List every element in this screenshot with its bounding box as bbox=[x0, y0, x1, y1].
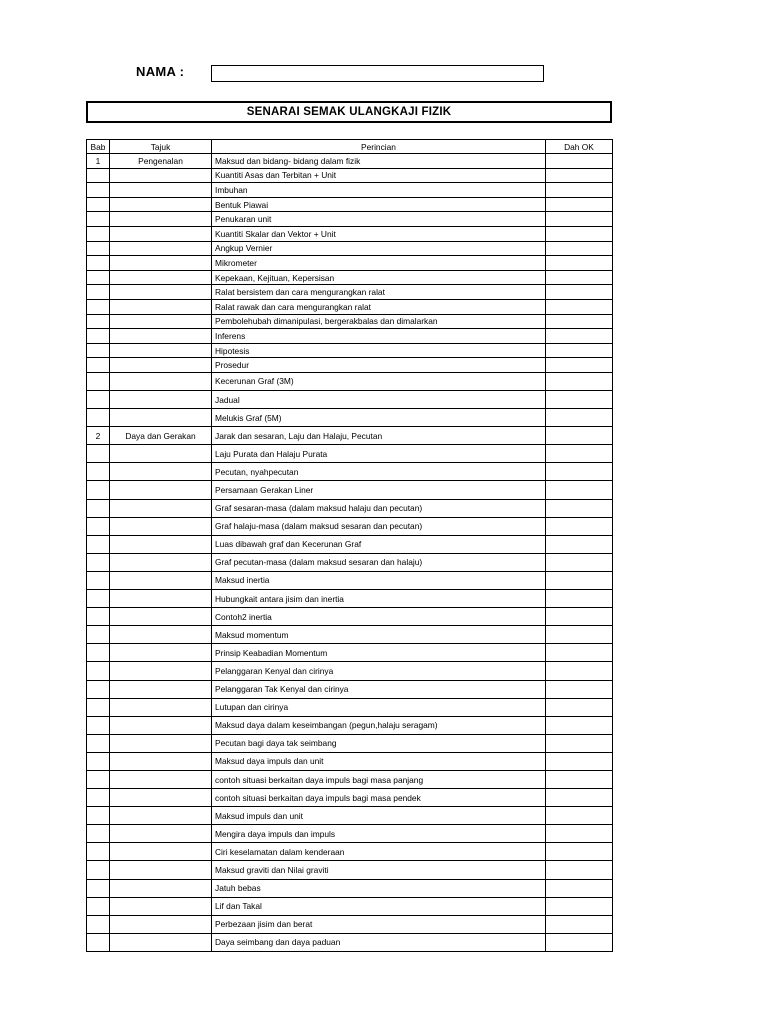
dah-ok-checkbox-cell[interactable] bbox=[546, 770, 613, 788]
tajuk-cell bbox=[110, 241, 212, 256]
dah-ok-checkbox-cell[interactable] bbox=[546, 299, 613, 314]
bab-cell bbox=[87, 644, 110, 662]
table-row bbox=[87, 752, 613, 770]
perincian-cell: Maksud dan bidang- bidang dalam fizik bbox=[212, 154, 546, 169]
perincian-cell: Lif dan Takal bbox=[212, 897, 546, 915]
perincian-cell: Mikrometer bbox=[212, 256, 546, 271]
perincian-cell: Angkup Vernier bbox=[212, 241, 546, 256]
tajuk-cell bbox=[110, 391, 212, 409]
bab-cell bbox=[87, 226, 110, 241]
table-row bbox=[87, 314, 613, 329]
dah-ok-checkbox-cell[interactable] bbox=[546, 358, 613, 373]
tajuk-cell bbox=[110, 734, 212, 752]
perincian-cell: Maksud momentum bbox=[212, 626, 546, 644]
tajuk-cell bbox=[110, 256, 212, 271]
perincian-cell: Pelanggaran Tak Kenyal dan cirinya bbox=[212, 680, 546, 698]
tajuk-cell bbox=[110, 358, 212, 373]
table-row bbox=[87, 897, 613, 915]
tajuk-cell bbox=[110, 329, 212, 344]
bab-cell bbox=[87, 372, 110, 390]
table-row bbox=[87, 343, 613, 358]
perincian-cell: Pelanggaran Kenyal dan cirinya bbox=[212, 662, 546, 680]
bab-cell bbox=[87, 517, 110, 535]
bab-cell bbox=[87, 463, 110, 481]
perincian-cell: Contoh2 inertia bbox=[212, 608, 546, 626]
tajuk-cell bbox=[110, 343, 212, 358]
dah-ok-checkbox-cell[interactable] bbox=[546, 270, 613, 285]
table-row bbox=[87, 409, 613, 427]
dah-ok-checkbox-cell[interactable] bbox=[546, 571, 613, 589]
tajuk-cell bbox=[110, 372, 212, 390]
dah-ok-checkbox-cell[interactable] bbox=[546, 861, 613, 879]
tajuk-cell bbox=[110, 915, 212, 933]
dah-ok-checkbox-cell[interactable] bbox=[546, 734, 613, 752]
table-row bbox=[87, 608, 613, 626]
bab-cell bbox=[87, 807, 110, 825]
tajuk-cell bbox=[110, 212, 212, 227]
perincian-cell: Maksud daya impuls dan unit bbox=[212, 752, 546, 770]
bab-cell bbox=[87, 662, 110, 680]
dah-ok-checkbox-cell[interactable] bbox=[546, 879, 613, 897]
bab-cell bbox=[87, 391, 110, 409]
perincian-cell: Maksud inertia bbox=[212, 571, 546, 589]
perincian-cell: Graf pecutan-masa (dalam maksud sesaran dan halaju) bbox=[212, 553, 546, 571]
tajuk-cell bbox=[110, 680, 212, 698]
tajuk-cell bbox=[110, 716, 212, 734]
bab-cell bbox=[87, 879, 110, 897]
tajuk-cell bbox=[110, 770, 212, 788]
tajuk-cell bbox=[110, 571, 212, 589]
perincian-cell: Maksud impuls dan unit bbox=[212, 807, 546, 825]
tajuk-cell bbox=[110, 481, 212, 499]
bab-cell bbox=[87, 861, 110, 879]
dah-ok-checkbox-cell[interactable] bbox=[546, 590, 613, 608]
dah-ok-checkbox-cell[interactable] bbox=[546, 680, 613, 698]
table-row bbox=[87, 445, 613, 463]
perincian-cell: Pecutan bagi daya tak seimbang bbox=[212, 734, 546, 752]
table-row bbox=[87, 590, 613, 608]
table-row bbox=[87, 807, 613, 825]
bab-cell bbox=[87, 481, 110, 499]
dah-ok-checkbox-cell[interactable] bbox=[546, 662, 613, 680]
table-row bbox=[87, 212, 613, 227]
dah-ok-checkbox-cell[interactable] bbox=[546, 933, 613, 951]
dah-ok-checkbox-cell[interactable] bbox=[546, 807, 613, 825]
table-body bbox=[87, 154, 613, 952]
table-row bbox=[87, 270, 613, 285]
perincian-cell: Hubungkait antara jisim dan inertia bbox=[212, 590, 546, 608]
bab-cell bbox=[87, 915, 110, 933]
perincian-cell: Maksud graviti dan Nilai graviti bbox=[212, 861, 546, 879]
table-row bbox=[87, 183, 613, 198]
tajuk-cell bbox=[110, 861, 212, 879]
tajuk-cell bbox=[110, 445, 212, 463]
bab-cell bbox=[87, 752, 110, 770]
perincian-cell: Kecerunan Graf (3M) bbox=[212, 372, 546, 390]
dah-ok-checkbox-cell[interactable] bbox=[546, 372, 613, 390]
dah-ok-checkbox-cell[interactable] bbox=[546, 698, 613, 716]
perincian-cell: Luas dibawah graf dan Kecerunan Graf bbox=[212, 535, 546, 553]
checklist-table bbox=[86, 139, 613, 952]
perincian-cell: Bentuk Piawai bbox=[212, 197, 546, 212]
tajuk-cell bbox=[110, 463, 212, 481]
table-row bbox=[87, 241, 613, 256]
column-header-bab: Bab bbox=[87, 140, 110, 154]
name-input[interactable] bbox=[211, 65, 544, 82]
tajuk-cell bbox=[110, 409, 212, 427]
table-row bbox=[87, 256, 613, 271]
perincian-cell: Perbezaan jisim dan berat bbox=[212, 915, 546, 933]
table-row bbox=[87, 372, 613, 390]
tajuk-cell: Daya dan Gerakan bbox=[110, 427, 212, 445]
table-row bbox=[87, 734, 613, 752]
bab-cell bbox=[87, 698, 110, 716]
perincian-cell: Hipotesis bbox=[212, 343, 546, 358]
bab-cell bbox=[87, 299, 110, 314]
tajuk-cell bbox=[110, 499, 212, 517]
perincian-cell: Kepekaan, Kejituan, Kepersisan bbox=[212, 270, 546, 285]
perincian-cell: Ralat rawak dan cara mengurangkan ralat bbox=[212, 299, 546, 314]
tajuk-cell bbox=[110, 644, 212, 662]
bab-cell: 2 bbox=[87, 427, 110, 445]
bab-cell bbox=[87, 212, 110, 227]
table-row bbox=[87, 329, 613, 344]
tajuk-cell bbox=[110, 807, 212, 825]
perincian-cell: Imbuhan bbox=[212, 183, 546, 198]
perincian-cell: Jatuh bebas bbox=[212, 879, 546, 897]
dah-ok-checkbox-cell[interactable] bbox=[546, 343, 613, 358]
table-row bbox=[87, 553, 613, 571]
bab-cell bbox=[87, 897, 110, 915]
dah-ok-checkbox-cell[interactable] bbox=[546, 825, 613, 843]
table-row bbox=[87, 299, 613, 314]
tajuk-cell bbox=[110, 183, 212, 198]
table-row bbox=[87, 499, 613, 517]
dah-ok-checkbox-cell[interactable] bbox=[546, 314, 613, 329]
dah-ok-checkbox-cell[interactable] bbox=[546, 915, 613, 933]
table-row bbox=[87, 463, 613, 481]
bab-cell bbox=[87, 329, 110, 344]
table-row bbox=[87, 535, 613, 553]
table-row bbox=[87, 154, 613, 169]
perincian-cell: Prosedur bbox=[212, 358, 546, 373]
perincian-cell: Pecutan, nyahpecutan bbox=[212, 463, 546, 481]
bab-cell bbox=[87, 770, 110, 788]
bab-cell bbox=[87, 358, 110, 373]
bab-cell bbox=[87, 535, 110, 553]
dah-ok-checkbox-cell[interactable] bbox=[546, 445, 613, 463]
tajuk-cell bbox=[110, 299, 212, 314]
perincian-cell: Inferens bbox=[212, 329, 546, 344]
table-row bbox=[87, 427, 613, 445]
dah-ok-checkbox-cell[interactable] bbox=[546, 499, 613, 517]
dah-ok-checkbox-cell[interactable] bbox=[546, 212, 613, 227]
perincian-cell: Kuantiti Asas dan Terbitan + Unit bbox=[212, 168, 546, 183]
dah-ok-checkbox-cell[interactable] bbox=[546, 463, 613, 481]
tajuk-cell bbox=[110, 933, 212, 951]
table-row bbox=[87, 517, 613, 535]
dah-ok-checkbox-cell[interactable] bbox=[546, 256, 613, 271]
table-row bbox=[87, 626, 613, 644]
perincian-cell: Graf halaju-masa (dalam maksud sesaran dan pecutan) bbox=[212, 517, 546, 535]
dah-ok-checkbox-cell[interactable] bbox=[546, 481, 613, 499]
bab-cell bbox=[87, 445, 110, 463]
bab-cell bbox=[87, 933, 110, 951]
bab-cell bbox=[87, 716, 110, 734]
perincian-cell: Persamaan Gerakan Liner bbox=[212, 481, 546, 499]
tajuk-cell bbox=[110, 314, 212, 329]
name-label: NAMA : bbox=[136, 64, 185, 79]
bab-cell bbox=[87, 734, 110, 752]
table-row bbox=[87, 680, 613, 698]
column-header-perincian: Perincian bbox=[212, 140, 546, 154]
document-title: SENARAI SEMAK ULANGKAJI FIZIK bbox=[86, 101, 612, 123]
dah-ok-checkbox-cell[interactable] bbox=[546, 409, 613, 427]
perincian-cell: Ciri keselamatan dalam kenderaan bbox=[212, 843, 546, 861]
perincian-cell: contoh situasi berkaitan daya impuls bagi masa panjang bbox=[212, 770, 546, 788]
bab-cell bbox=[87, 197, 110, 212]
tajuk-cell bbox=[110, 226, 212, 241]
dah-ok-checkbox-cell[interactable] bbox=[546, 843, 613, 861]
bab-cell bbox=[87, 590, 110, 608]
column-header-tajuk: Tajuk bbox=[110, 140, 212, 154]
tajuk-cell bbox=[110, 553, 212, 571]
perincian-cell: Mengira daya impuls dan impuls bbox=[212, 825, 546, 843]
tajuk-cell bbox=[110, 590, 212, 608]
table-row bbox=[87, 168, 613, 183]
tajuk-cell bbox=[110, 843, 212, 861]
table-row bbox=[87, 662, 613, 680]
bab-cell bbox=[87, 789, 110, 807]
dah-ok-checkbox-cell[interactable] bbox=[546, 427, 613, 445]
dah-ok-checkbox-cell[interactable] bbox=[546, 391, 613, 409]
bab-cell bbox=[87, 241, 110, 256]
tajuk-cell bbox=[110, 897, 212, 915]
perincian-cell: contoh situasi berkaitan daya impuls bagi masa pendek bbox=[212, 789, 546, 807]
bab-cell bbox=[87, 626, 110, 644]
tajuk-cell bbox=[110, 698, 212, 716]
bab-cell bbox=[87, 499, 110, 517]
dah-ok-checkbox-cell[interactable] bbox=[546, 789, 613, 807]
tajuk-cell bbox=[110, 608, 212, 626]
bab-cell bbox=[87, 168, 110, 183]
bab-cell bbox=[87, 608, 110, 626]
table-row bbox=[87, 571, 613, 589]
bab-cell bbox=[87, 314, 110, 329]
table-row bbox=[87, 391, 613, 409]
table-row bbox=[87, 861, 613, 879]
bab-cell bbox=[87, 409, 110, 427]
table-row bbox=[87, 915, 613, 933]
table-row bbox=[87, 933, 613, 951]
bab-cell bbox=[87, 343, 110, 358]
column-header-dah-ok: Dah OK bbox=[546, 140, 613, 154]
perincian-cell: Melukis Graf (5M) bbox=[212, 409, 546, 427]
tajuk-cell bbox=[110, 285, 212, 300]
perincian-cell: Lutupan dan cirinya bbox=[212, 698, 546, 716]
tajuk-cell bbox=[110, 535, 212, 553]
dah-ok-checkbox-cell[interactable] bbox=[546, 168, 613, 183]
perincian-cell: Prinsip Keabadian Momentum bbox=[212, 644, 546, 662]
dah-ok-checkbox-cell[interactable] bbox=[546, 517, 613, 535]
table-row bbox=[87, 825, 613, 843]
bab-cell bbox=[87, 843, 110, 861]
bab-cell bbox=[87, 183, 110, 198]
dah-ok-checkbox-cell[interactable] bbox=[546, 183, 613, 198]
dah-ok-checkbox-cell[interactable] bbox=[546, 716, 613, 734]
table-row bbox=[87, 716, 613, 734]
tajuk-cell bbox=[110, 879, 212, 897]
perincian-cell: Laju Purata dan Halaju Purata bbox=[212, 445, 546, 463]
dah-ok-checkbox-cell[interactable] bbox=[546, 608, 613, 626]
perincian-cell: Ralat bersistem dan cara mengurangkan ralat bbox=[212, 285, 546, 300]
tajuk-cell bbox=[110, 517, 212, 535]
perincian-cell: Graf sesaran-masa (dalam maksud halaju dan pecutan) bbox=[212, 499, 546, 517]
perincian-cell: Penukaran unit bbox=[212, 212, 546, 227]
bab-cell bbox=[87, 553, 110, 571]
tajuk-cell bbox=[110, 752, 212, 770]
table-row bbox=[87, 698, 613, 716]
perincian-cell: Pembolehubah dimanipulasi, bergerakbalas dan dimalarkan bbox=[212, 314, 546, 329]
table-row bbox=[87, 789, 613, 807]
table-row bbox=[87, 285, 613, 300]
table-header-row bbox=[87, 140, 613, 154]
table-row bbox=[87, 843, 613, 861]
dah-ok-checkbox-cell[interactable] bbox=[546, 197, 613, 212]
tajuk-cell bbox=[110, 825, 212, 843]
bab-cell: 1 bbox=[87, 154, 110, 169]
bab-cell bbox=[87, 270, 110, 285]
dah-ok-checkbox-cell[interactable] bbox=[546, 553, 613, 571]
tajuk-cell bbox=[110, 197, 212, 212]
tajuk-cell bbox=[110, 168, 212, 183]
dah-ok-checkbox-cell[interactable] bbox=[546, 535, 613, 553]
dah-ok-checkbox-cell[interactable] bbox=[546, 226, 613, 241]
dah-ok-checkbox-cell[interactable] bbox=[546, 752, 613, 770]
bab-cell bbox=[87, 571, 110, 589]
table-row bbox=[87, 358, 613, 373]
table-row bbox=[87, 644, 613, 662]
dah-ok-checkbox-cell[interactable] bbox=[546, 626, 613, 644]
bab-cell bbox=[87, 825, 110, 843]
dah-ok-checkbox-cell[interactable] bbox=[546, 644, 613, 662]
perincian-cell: Daya seimbang dan daya paduan bbox=[212, 933, 546, 951]
table-row bbox=[87, 197, 613, 212]
dah-ok-checkbox-cell[interactable] bbox=[546, 154, 613, 169]
table-row bbox=[87, 226, 613, 241]
perincian-cell: Kuantiti Skalar dan Vektor + Unit bbox=[212, 226, 546, 241]
perincian-cell: Jadual bbox=[212, 391, 546, 409]
dah-ok-checkbox-cell[interactable] bbox=[546, 897, 613, 915]
dah-ok-checkbox-cell[interactable] bbox=[546, 285, 613, 300]
table-row bbox=[87, 481, 613, 499]
dah-ok-checkbox-cell[interactable] bbox=[546, 329, 613, 344]
tajuk-cell bbox=[110, 662, 212, 680]
tajuk-cell bbox=[110, 626, 212, 644]
perincian-cell: Jarak dan sesaran, Laju dan Halaju, Pecutan bbox=[212, 427, 546, 445]
perincian-cell: Maksud daya dalam keseimbangan (pegun,halaju seragam) bbox=[212, 716, 546, 734]
dah-ok-checkbox-cell[interactable] bbox=[546, 241, 613, 256]
table-row bbox=[87, 770, 613, 788]
bab-cell bbox=[87, 256, 110, 271]
tajuk-cell: Pengenalan bbox=[110, 154, 212, 169]
tajuk-cell bbox=[110, 789, 212, 807]
table-row bbox=[87, 879, 613, 897]
tajuk-cell bbox=[110, 270, 212, 285]
bab-cell bbox=[87, 680, 110, 698]
bab-cell bbox=[87, 285, 110, 300]
